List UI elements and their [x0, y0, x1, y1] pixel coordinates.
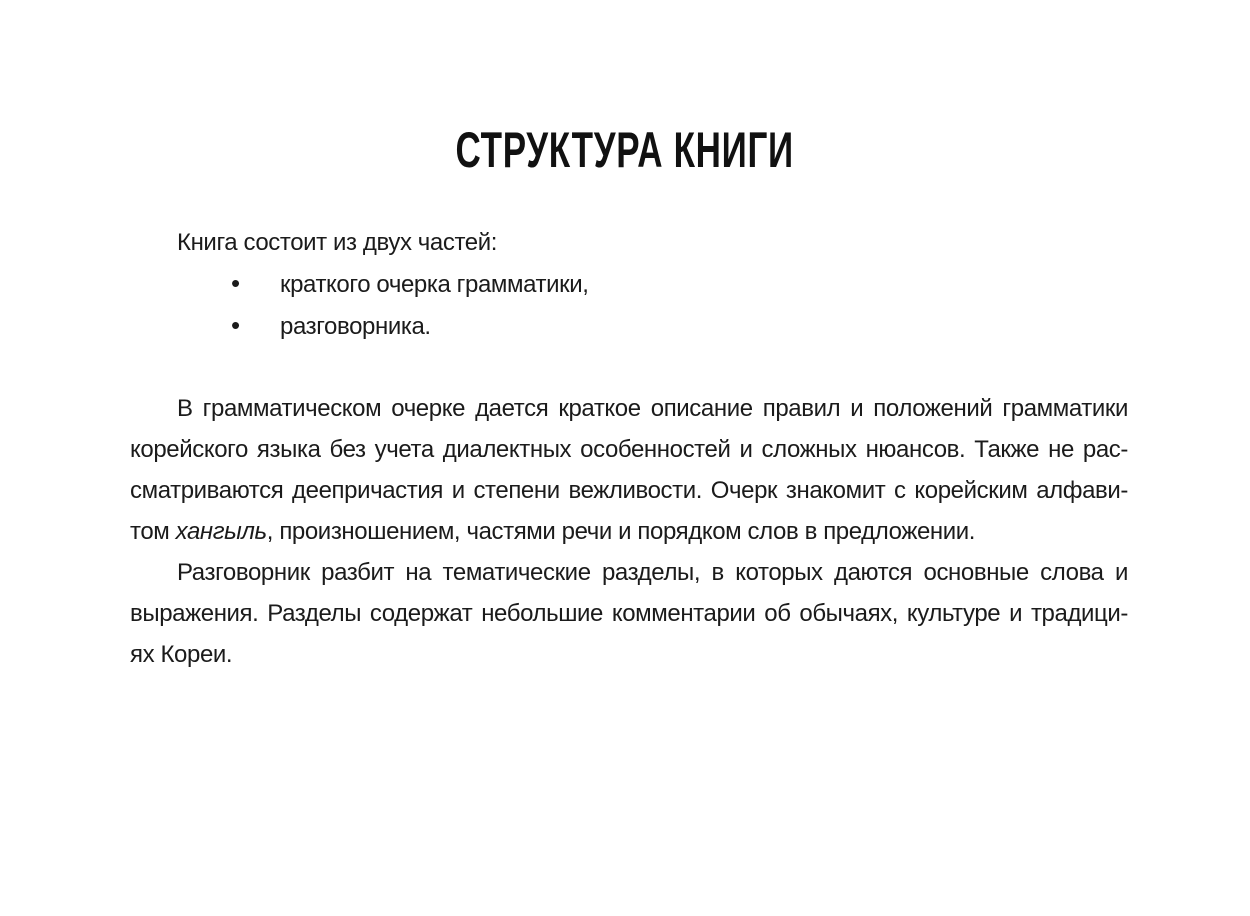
page-title: [0, 122, 1250, 184]
text-segment: , произношением, частями речи и порядком слов в предложении.: [266, 518, 976, 545]
text-line: [130, 388, 1128, 429]
intro-line: Книга состоит из двух частей:: [177, 229, 498, 256]
page-content: [130, 222, 1128, 675]
bullet-icon: •: [231, 268, 240, 298]
page-title-text: СТРУКТУРА КНИГИ: [455, 122, 795, 178]
paragraphs: [130, 388, 1128, 675]
list-item: [130, 263, 1128, 305]
paragraph: [130, 388, 1128, 552]
text-segment: Разговорник разбит на тематические разделы, в которых даются основные слова и: [177, 559, 1128, 586]
text-segment: В грамматическом очерке дается краткое описание правил и положений грамматики: [177, 395, 1128, 422]
text-segment: выражения. Разделы содержат небольшие комментарии об обычаях, культуре и традици-: [130, 600, 1128, 627]
italic-term: хангыль: [175, 518, 267, 545]
paragraph-spacer: [130, 347, 1128, 388]
text-line: [130, 593, 1128, 634]
text-line: [130, 634, 1128, 675]
text-segment: ях Кореи.: [130, 641, 233, 668]
list-item-text: разговорника.: [280, 313, 431, 340]
list-item-text: краткого очерка грамматики,: [280, 271, 589, 298]
paragraph: [130, 552, 1128, 675]
text-segment: том: [130, 518, 176, 545]
text-segment: сматриваются деепричастия и степени вежливости. Очерк знакомит с корейским алфави-: [130, 477, 1128, 504]
bullet-icon: •: [231, 310, 240, 340]
text-line: [130, 470, 1128, 511]
list-item: [130, 305, 1128, 347]
text-line: [130, 429, 1128, 470]
text-segment: корейского языка без учета диалектных особенностей и сложных нюансов. Также не рас-: [130, 436, 1128, 463]
text-line: [130, 511, 1128, 552]
text-line: [130, 552, 1128, 593]
